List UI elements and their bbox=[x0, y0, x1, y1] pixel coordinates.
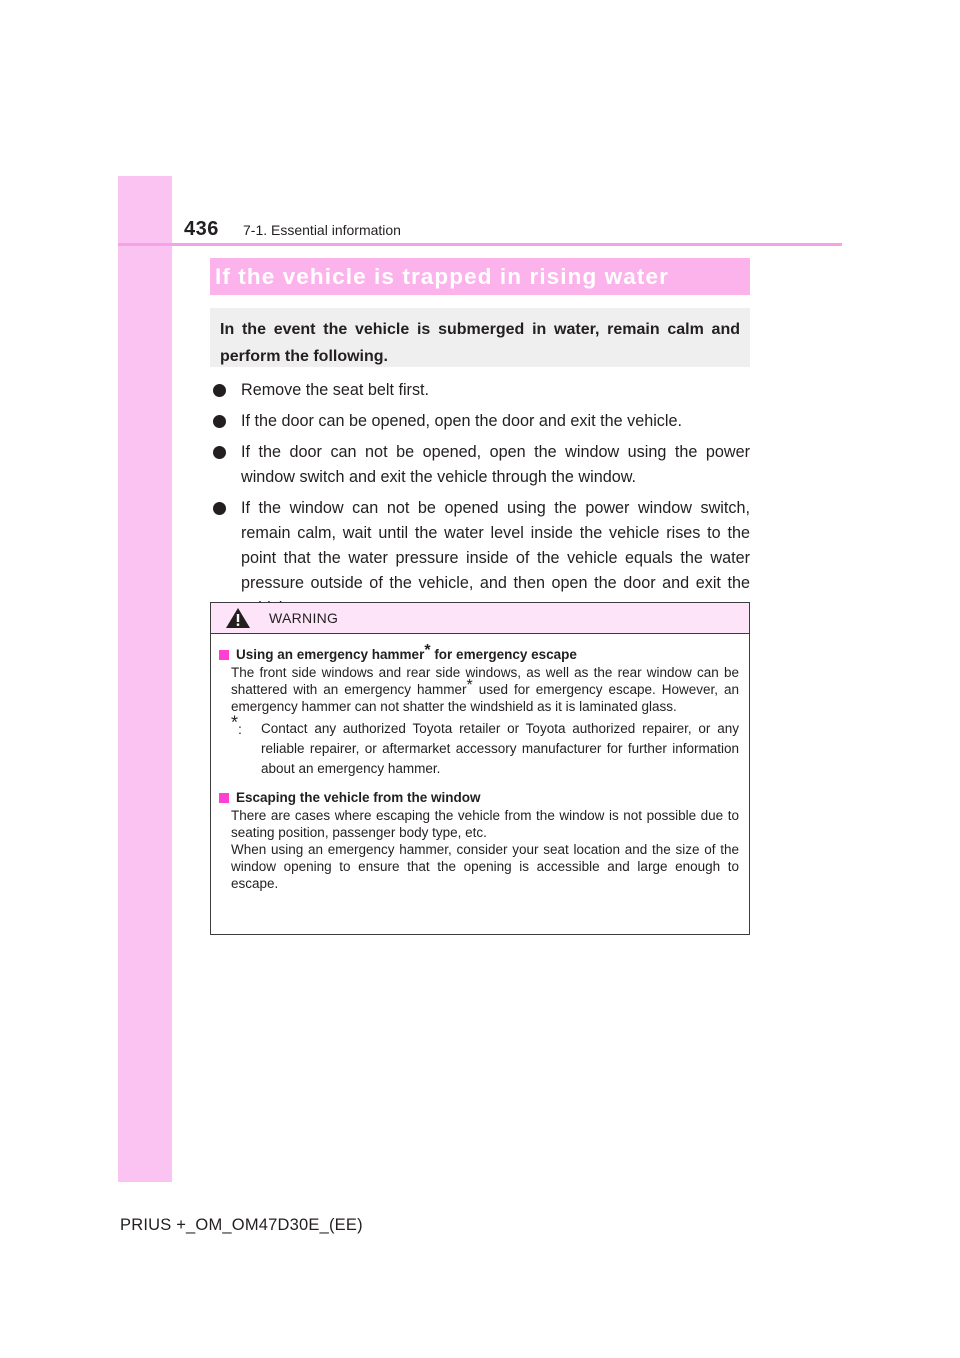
bullet-icon bbox=[213, 384, 226, 397]
warning-item-heading: Escaping the vehicle from the window bbox=[219, 789, 739, 807]
header-rule bbox=[118, 243, 842, 246]
section-title-bar bbox=[210, 258, 750, 295]
chapter-title: 7-1. Essential information bbox=[243, 222, 401, 238]
document-code: PRIUS +_OM_OM47D30E_(EE) bbox=[120, 1216, 363, 1234]
warning-item-text: When using an emergency hammer, consider your seat location and the size of the window opening to ensure that the opening is accessible and large enough to escape. bbox=[231, 842, 739, 891]
section-title: If the vehicle is trapped in rising water bbox=[215, 263, 669, 289]
bullet-icon bbox=[213, 415, 226, 428]
instruction-list bbox=[210, 378, 750, 627]
warning-label: WARNING bbox=[269, 610, 339, 626]
intro-box: In the event the vehicle is submerged in water, remain calm and perform the following. bbox=[210, 308, 750, 367]
page-number: 436 bbox=[184, 218, 219, 240]
bullet-icon bbox=[213, 446, 226, 459]
warning-triangle-icon bbox=[225, 607, 251, 629]
warning-item-text: There are cases where escaping the vehicle from the window is not possible due to seating position, passenger body type, etc. bbox=[231, 808, 739, 840]
bullet-icon bbox=[213, 502, 226, 515]
list-item: If the door can not be opened, open the window using the power window switch and exit the vehicle through the window. bbox=[210, 440, 750, 490]
warning-item-heading: Using an emergency hammer* for emergency escape bbox=[219, 646, 739, 664]
warning-item-text: The front side windows and rear side windows, as well as the rear window can be shattered with an emergency hammer* used for emergency escape. However, an emergency hammer can not shatter the windshield as it is laminated glass. bbox=[231, 665, 739, 714]
footnote-mark: *: bbox=[231, 712, 242, 737]
warning-header bbox=[211, 603, 749, 634]
list-item: Remove the seat belt first. bbox=[210, 378, 750, 403]
warning-box bbox=[210, 602, 750, 935]
square-bullet-icon bbox=[219, 650, 229, 660]
side-tab bbox=[118, 176, 172, 1182]
list-item: If the door can be opened, open the door and exit the vehicle. bbox=[210, 409, 750, 434]
list-item: If the window can not be opened using the power window switch, remain calm, wait until the water level inside the vehicle rises to the point that the water pressure inside of the vehicle equals the water pressure outside of the vehicle, and then open the door and exit the bbox=[210, 496, 750, 621]
square-bullet-icon bbox=[219, 793, 229, 803]
warning-body bbox=[211, 634, 749, 892]
footnote: *: Contact any authorized Toyota retailer or Toyota authorized repairer, or any reliable repairer, or aftermarket accessory manufacturer for further information about an emergency hammer. bbox=[231, 712, 739, 776]
